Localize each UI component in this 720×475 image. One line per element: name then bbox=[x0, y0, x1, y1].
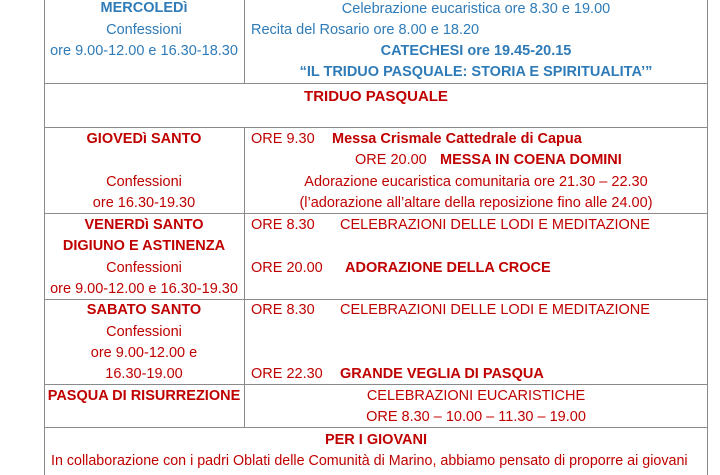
confessions-label: Confessioni bbox=[106, 324, 182, 340]
event-time: ORE 20.00 bbox=[251, 260, 323, 276]
event-title: Messa Crismale Cattedrale di Capua bbox=[332, 131, 582, 147]
day-label: GIOVEDì SANTO bbox=[86, 131, 202, 147]
row-divider bbox=[44, 127, 708, 128]
confessions-label: Confessioni bbox=[106, 174, 182, 190]
event-title: CELEBRAZIONI DELLE LODI E MEDITAZIONE bbox=[340, 217, 650, 233]
confessions-time: ore 9.00-12.00 e bbox=[90, 345, 198, 361]
section-title: TRIDUO PASQUALE bbox=[304, 88, 448, 105]
rosary-time: Recita del Rosario ore 8.00 e 18.20 bbox=[251, 22, 480, 38]
event-time: ORE 9.30 bbox=[251, 131, 315, 147]
event-title: CELEBRAZIONI DELLE LODI E MEDITAZIONE bbox=[340, 302, 650, 318]
event-title: MESSA IN COENA DOMINI bbox=[440, 152, 622, 168]
confessions-label: Confessioni bbox=[106, 22, 182, 38]
day-label: MERCOLEDì bbox=[100, 0, 188, 16]
day-label: PASQUA DI RISURREZIONE bbox=[47, 388, 241, 404]
section-title: PER I GIOVANI bbox=[324, 432, 428, 448]
adoration-note: (l’adorazione all’altare della reposizione fino alle 24.00) bbox=[299, 195, 653, 211]
event-title: ADORAZIONE DELLA CROCE bbox=[345, 260, 551, 276]
row-divider bbox=[44, 83, 708, 84]
catechesis-title: “IL TRIDUO PASQUALE: STORIA E SPIRITUALITA’” bbox=[299, 64, 653, 80]
event-time: ORE 8.30 bbox=[251, 302, 315, 318]
day-label: SABATO SANTO bbox=[86, 302, 202, 318]
event-time: ORE 8.30 bbox=[251, 217, 315, 233]
adoration-info: Adorazione eucaristica comunitaria ore 21.30 – 22.30 bbox=[304, 174, 648, 190]
confessions-time: ore 9.00-12.00 e 16.30-18.30 bbox=[50, 43, 238, 59]
confessions-time: ore 9.00-12.00 e 16.30-19.30 bbox=[50, 281, 238, 297]
catechesis-time: CATECHESI ore 19.45-20.15 bbox=[380, 43, 572, 59]
confessions-time: ore 16.30-19.30 bbox=[92, 195, 196, 211]
event-time: ORE 22.30 bbox=[251, 366, 323, 382]
confessions-time: 16.30-19.00 bbox=[105, 366, 183, 382]
table-border-right bbox=[707, 0, 708, 475]
youth-text: In collaborazione con i padri Oblati delle Comunità di Marino, abbiamo pensato di proporre ai giovani bbox=[51, 453, 688, 469]
eucharist-celebration: Celebrazione eucaristica ore 8.30 e 19.00 bbox=[341, 1, 611, 17]
event-title: CELEBRAZIONI EUCARISTICHE bbox=[366, 388, 586, 404]
confessions-label: Confessioni bbox=[106, 260, 182, 276]
fast-label: DIGIUNO E ASTINENZA bbox=[62, 238, 226, 254]
event-title: GRANDE VEGLIA DI PASQUA bbox=[340, 366, 544, 382]
event-time: ORE 20.00 bbox=[355, 152, 427, 168]
event-times: ORE 8.30 – 10.00 – 11.30 – 19.00 bbox=[366, 409, 586, 425]
day-label: VENERDì SANTO bbox=[84, 217, 204, 233]
